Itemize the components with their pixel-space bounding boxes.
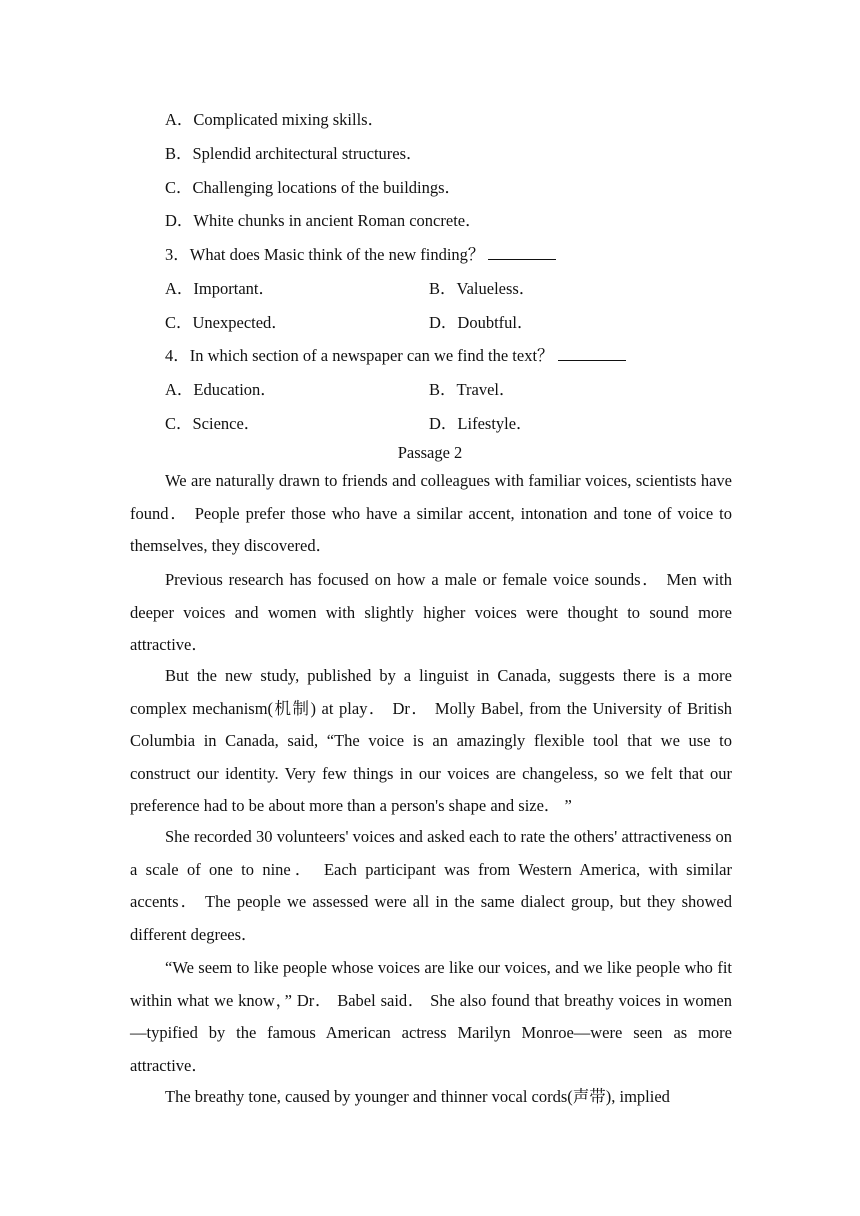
q3-option-a: A．Important． bbox=[165, 279, 275, 298]
q4-option-b: B．Travel． bbox=[429, 380, 516, 399]
q2-option-c: C．Challenging locations of the buildings． bbox=[165, 178, 462, 197]
q3-option-b: B．Valueless． bbox=[429, 279, 536, 298]
question-3 bbox=[165, 241, 556, 265]
q2-option-a: A．Complicated mixing skills． bbox=[165, 110, 385, 129]
passage-heading: Passage 2 bbox=[397, 443, 463, 462]
q4-option-d: D．Lifestyle． bbox=[429, 414, 533, 433]
q4-option-a: A．Education． bbox=[165, 380, 277, 399]
passage-paragraph: The breathy tone, caused by younger and thinner vocal cords(声带), implied bbox=[165, 1087, 670, 1106]
passage-paragraph: “We seem to like people whose voices are like our voices, and we like people who fit within what we know，” Dr． Babel said． She also found that breathy voices in women—typified by the famous American actress Marilyn Monroe—were seen as more attractive． bbox=[130, 958, 732, 1075]
passage-paragraph: We are naturally drawn to friends and colleagues with familiar voices, scientists have found． People prefer those who have a similar accent, intonation and tone of voice to themselves, they discovered． bbox=[130, 471, 732, 555]
passage-paragraph: But the new study, published by a linguist in Canada, suggests there is a more complex mechanism(机制) at play． Dr． Molly Babel, from the University of British Columbia in Canada, said, “The voice is an amazingly flexible tool that we use to construct our identity. Very few things in our voices are changeless, so we felt that our preference had to be about more than a person's shape and size． ” bbox=[130, 666, 732, 815]
q4-option-c: C．Science． bbox=[165, 414, 261, 433]
question-4-text: 4．In which section of a newspaper can we find the text？ bbox=[165, 346, 554, 365]
q3-option-c: C．Unexpected． bbox=[165, 313, 288, 332]
question-3-text: 3．What does Masic think of the new finding？ bbox=[165, 245, 485, 264]
answer-blank bbox=[488, 245, 556, 260]
q2-option-d: D．White chunks in ancient Roman concrete． bbox=[165, 211, 482, 230]
question-4 bbox=[165, 342, 626, 366]
q2-option-b: B．Splendid architectural structures． bbox=[165, 144, 423, 163]
passage-paragraph: She recorded 30 volunteers' voices and asked each to rate the others' attractiveness on a scale of one to nine． Each participant was from Western America, with similar accents． The people we assessed were all in the same dialect group, but they showed different degrees． bbox=[130, 827, 732, 944]
answer-blank bbox=[558, 346, 626, 361]
q3-option-d: D．Doubtful． bbox=[429, 313, 534, 332]
passage-paragraph: Previous research has focused on how a male or female voice sounds． Men with deeper voices and women with slightly higher voices were thought to sound more attractive． bbox=[130, 570, 732, 654]
